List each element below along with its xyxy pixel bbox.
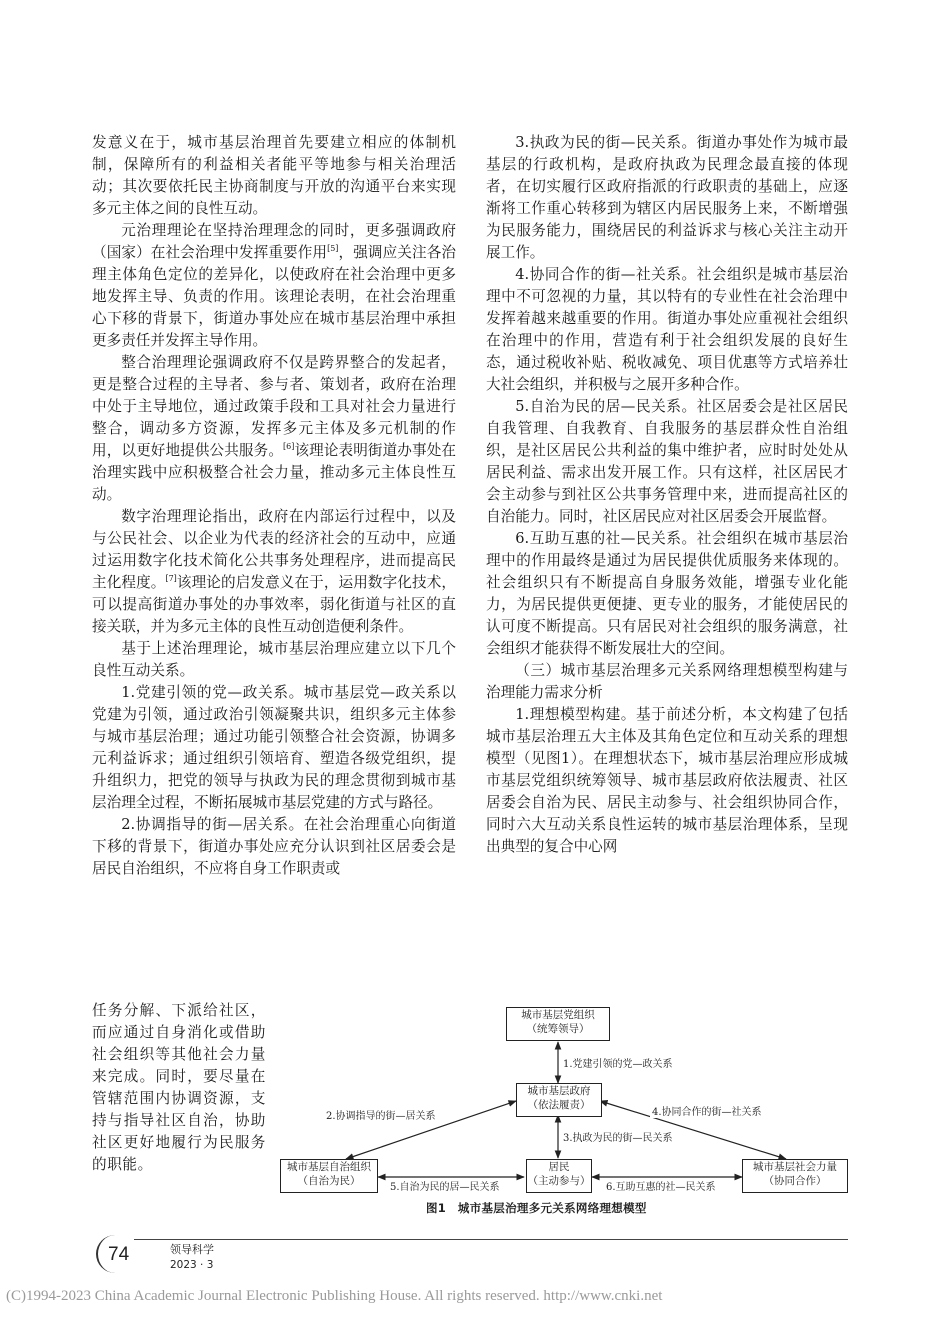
- figure-1-diagram: [280, 1005, 848, 1193]
- paragraph: 1.党建引领的党—政关系。城市基层党—政关系以党建为引领，通过政治引领凝聚共识，组织多元主体参与城市基层治理；通过功能引领整合社会资源，协调多元利益诉求；通过组织引领培育、塑造各级党组织，提升组织力，把党的领导与执政为民的理念贯彻到城市基层治理全过程，不断拓展城市基层党建的方式与路径。: [92, 684, 456, 811]
- citation-ref: [7]: [165, 574, 177, 584]
- citation-ref: [5]: [327, 244, 339, 254]
- node-residents: 居民 （主动参与）: [526, 1159, 592, 1193]
- paragraph: 数字治理理论指出，政府在内部运行过程中，以及与公民社会、以企业为代表的经济社会的互动中，应通过运用数字化技术简化公共事务处理程序，进而提高民主化程度。[7]该理论的启发意义在于，运用数字化技术，可以提高街道办事处的办事效率，弱化街道与社区的直接关联，并为多元主体的良性互动创造便利条件。: [92, 508, 456, 635]
- relation-label-6: 6.互助互惠的社—民关系: [604, 1178, 718, 1193]
- relation-label-4: 4.协同合作的街—社关系: [650, 1103, 764, 1118]
- paragraph: 3.执政为民的街—民关系。街道办事处作为城市最基层的行政机构，是政府执政为民理念最直接的体现者，在切实履行区政府指派的行政职责的基础上，应逐渐将工作重心转移到为辖区内居民服务上来，不断增强为民服务能力，围绕居民的利益诉求与核心关注主动开展工作。: [486, 134, 848, 261]
- paragraph: 元治理理论在坚持治理理念的同时，更多强调政府（国家）在社会治理中发挥重要作用[5]，强调应关注各治理主体角色定位的差异化，以使政府在社会治理中更多地发挥主导、负责的作用。该理论表明，在社会治理重心下移的背景下，街道办事处应在城市基层治理中承担更多责任并发挥主导作用。: [92, 222, 456, 349]
- node-government: 城市基层政府 （依法履责）: [516, 1083, 602, 1117]
- paragraph: 发意义在于，城市基层治理首先要建立相应的体制机制，保障所有的利益相关者能平等地参与相关治理活动；其次要依托民主协商制度与开放的沟通平台来实现多元主体之间的良性互动。: [92, 134, 456, 217]
- right-column: [486, 132, 848, 858]
- node-resident-committee: 城市基层自治组织 （自治为民）: [280, 1159, 378, 1193]
- paragraph: 1.理想模型构建。基于前述分析，本文构建了包括城市基层治理五大主体及其角色定位和互动关系的理想模型（见图1）。在理想状态下，城市基层治理应形成城市基层党组织统筹领导、城市基层政府依法履责、社区居委会自治为民、居民主动参与、社会组织协同合作，同时六大互动关系良性运转的城市基层治理体系，呈现出典型的复合中心网: [486, 706, 848, 855]
- paragraph: 基于上述治理理论，城市基层治理应建立以下几个良性互动关系。: [92, 640, 456, 679]
- copyright-notice: (C)1994-2023 China Academic Journal Electronic Publishing House. All rights reserved. http://www.cnki.net: [6, 1288, 663, 1304]
- relation-label-3: 3.执政为民的街—民关系: [561, 1129, 675, 1144]
- paragraph: 整合治理理论强调政府不仅是跨界整合的发起者，更是整合过程的主导者、参与者、策划者，政府在治理中处于主导地位，通过政策手段和工具对社会力量进行整合，调动多方资源，发挥多元主体及多元机制的作用，以更好地提供公共服务。[6]该理论表明街道办事处在治理实践中应积极整合社会力量，推动多元主体良性互动。: [92, 354, 456, 503]
- paragraph: 2.协调指导的街—居关系。在社会治理重心向街道下移的背景下，街道办事处应充分认识到社区居委会是居民自治组织，不应将自身工作职责或: [92, 816, 456, 877]
- relation-label-2: 2.协调指导的街—居关系: [324, 1107, 438, 1122]
- relation-label-1: 1.党建引领的党—政关系: [561, 1055, 675, 1070]
- journal-issue: 2023 · 3: [170, 1259, 214, 1271]
- page-number: 74: [108, 1244, 130, 1265]
- citation-ref: [6]: [283, 442, 295, 452]
- paragraph: 5.自治为民的居—民关系。社区居委会是社区居民自我管理、自我教育、自我服务的基层群众性自治组织，是社区居民公共利益的集中维护者，应时时处处从居民利益、需求出发开展工作。只有这样，社区居民才会主动参与到社区公共事务管理中来，进而提高社区的自治能力。同时，社区居民应对社区居委会开展监督。: [486, 398, 848, 525]
- paragraph: 4.协同合作的街—社关系。社会组织是城市基层治理中不可忽视的力量，其以特有的专业性在社会治理中发挥着越来越重要的作用。街道办事处应重视社会组织在治理中的作用，营造有利于社会组织发展的良好生态，通过税收补贴、税收减免、项目优惠等方式培养壮大社会组织，并积极与之展开多种合作。: [486, 266, 848, 393]
- relation-label-5: 5.自治为民的居—民关系: [388, 1178, 502, 1193]
- footer-rule: [134, 1239, 848, 1240]
- journal-name: 领导科学: [170, 1243, 214, 1256]
- figure-caption: 图1 城市基层治理多元关系网络理想模型: [426, 1201, 647, 1215]
- paragraph: 6.互助互惠的社—民关系。社会组织在城市基层治理中的作用最终是通过为居民提供优质服务来体现的。社会组织只有不断提高自身服务效能，增强专业化能力，为居民提供更便捷、更专业的服务，才能使居民的认可度不断提高。只有居民对社会组织的服务满意，社会组织才能获得不断发展壮大的空间。: [486, 530, 848, 657]
- node-social-forces: 城市基层社会力量 （协同合作）: [742, 1159, 848, 1193]
- node-party-organization: 城市基层党组织 （统筹领导）: [506, 1007, 610, 1041]
- left-wrap-text: [92, 1000, 266, 1176]
- section-heading: （三）城市基层治理多元关系网络理想模型构建与治理能力需求分析: [486, 662, 848, 701]
- paragraph-continued: 任务分解、下派给社区，而应通过自身消化或借助社会组织等其他社会力量来完成。同时，要尽量在管辖范围内协调资源，支持与指导社区自治，协助社区更好地履行为民服务的职能。: [92, 1002, 266, 1173]
- left-column: [92, 132, 456, 880]
